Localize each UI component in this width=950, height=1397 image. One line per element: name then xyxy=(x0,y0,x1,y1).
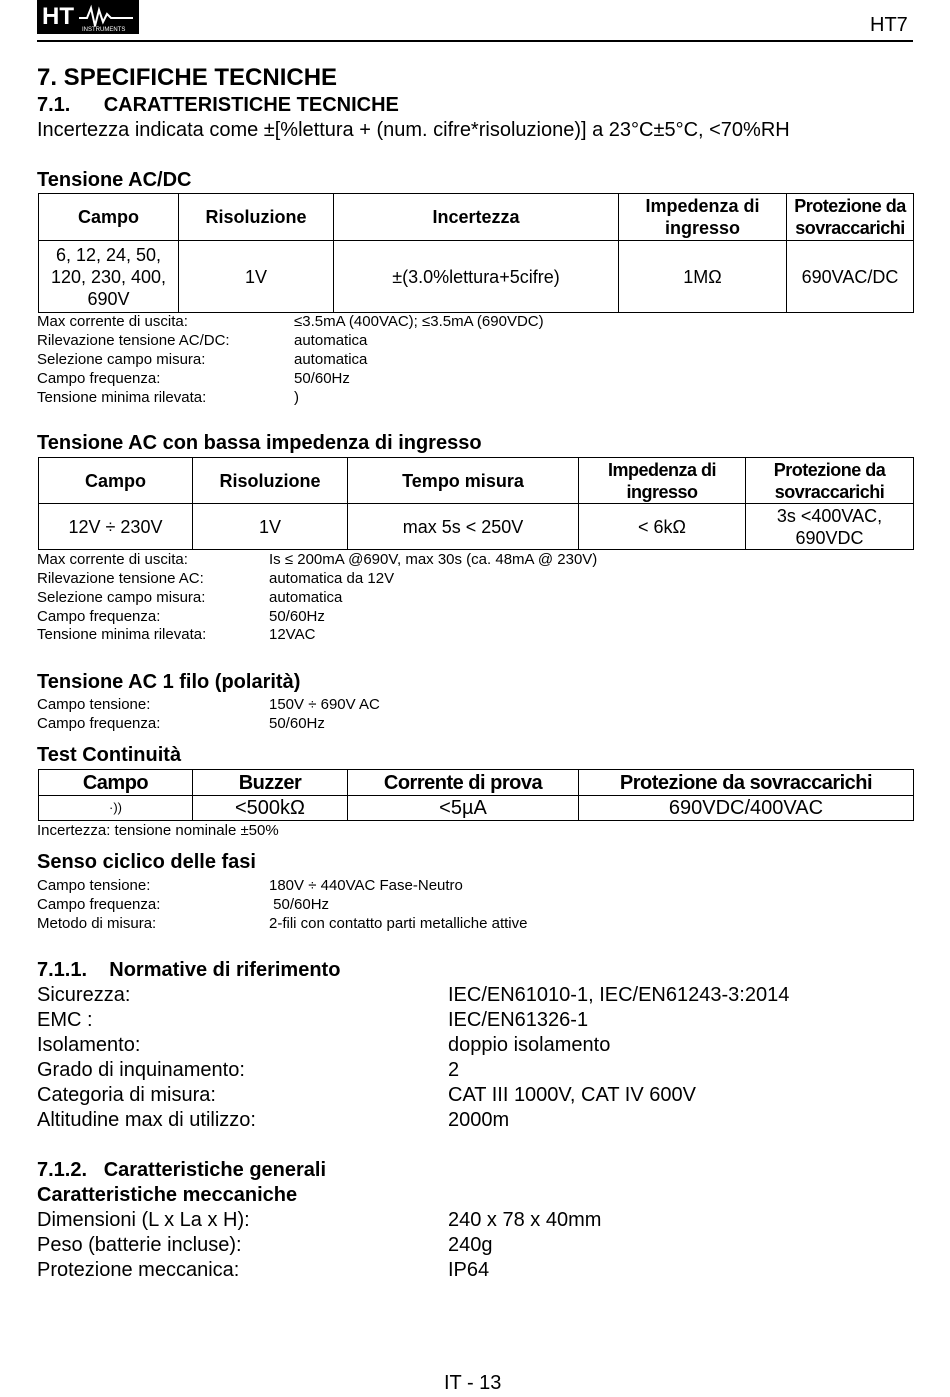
norm-value: 2000m xyxy=(448,1109,510,1131)
continuity-cell-corrente: <5µA xyxy=(348,796,579,821)
note-value: ≤3.5mA (400VAC); ≤3.5mA (690VDC) xyxy=(294,313,544,330)
note-label: Campo tensione: xyxy=(37,877,151,894)
logo-text: HT xyxy=(42,3,74,30)
continuity-header-buzzer: Buzzer xyxy=(193,770,348,796)
ac-single-heading: Tensione AC 1 filo (polarità) xyxy=(37,671,301,693)
note-value: 150V ÷ 690V AC xyxy=(269,696,380,713)
ac-low-cell-risoluzione: 1V xyxy=(193,504,348,550)
ac-low-cell-impedenza: < 6kΩ xyxy=(579,504,746,550)
norm-value: IEC/EN61326-1 xyxy=(448,1009,589,1031)
acdc-heading: Tensione AC/DC xyxy=(37,169,192,191)
page-title: 7. SPECIFICHE TECNICHE xyxy=(37,64,338,91)
note-label: Selezione campo misura: xyxy=(37,589,206,606)
accuracy-note: Incertezza indicata come ±[%lettura + (num. cifre*risoluzione)] a 23°C±5°C, <70%RH xyxy=(37,119,790,141)
note-value: Is ≤ 200mA @690V, max 30s (ca. 48mA @ 230V) xyxy=(269,551,598,568)
phase-heading: Senso ciclico delle fasi xyxy=(37,851,256,873)
note-value: automatica xyxy=(294,332,368,349)
note-label: Campo frequenza: xyxy=(37,715,161,732)
header-rule xyxy=(37,40,913,42)
norm-label: Isolamento: xyxy=(37,1034,141,1056)
general-label: Dimensioni (L x La x H): xyxy=(37,1209,250,1231)
general-value: 240g xyxy=(448,1234,493,1256)
note-label: Campo frequenza: xyxy=(37,370,161,387)
norm-value: CAT III 1000V, CAT IV 600V xyxy=(448,1084,696,1106)
continuity-header-protezione: Protezione da sovraccarichi xyxy=(579,770,914,796)
note-value: 180V ÷ 440VAC Fase-Neutro xyxy=(269,877,463,894)
ac-low-cell-campo: 12V ÷ 230V xyxy=(39,504,193,550)
note-label: Max corrente di uscita: xyxy=(37,313,188,330)
note-label: Campo tensione: xyxy=(37,696,151,713)
norm-label: Categoria di misura: xyxy=(37,1084,216,1106)
continuity-cell-protezione: 690VDC/400VAC xyxy=(579,796,914,821)
ac-low-heading: Tensione AC con bassa impedenza di ingresso xyxy=(37,432,482,454)
continuity-table xyxy=(38,769,914,821)
continuity-header-campo: Campo xyxy=(39,770,193,796)
note-value: 50/60Hz xyxy=(269,896,330,913)
norm-label: EMC : xyxy=(37,1009,93,1031)
general-subheading: Caratteristiche meccaniche xyxy=(37,1184,298,1206)
note-label: Tensione minima rilevata: xyxy=(37,389,207,406)
norm-label: Altitudine max di utilizzo: xyxy=(37,1109,256,1131)
general-value: 240 x 78 x 40mm xyxy=(448,1209,602,1231)
general-label: Protezione meccanica: xyxy=(37,1259,240,1281)
note-label: Metodo di misura: xyxy=(37,915,157,932)
acdc-cell-risoluzione: 1V xyxy=(179,241,334,313)
note-label: Rilevazione tensione AC: xyxy=(37,570,204,587)
note-label: Campo frequenza: xyxy=(37,608,161,625)
acdc-header-risoluzione: Risoluzione xyxy=(179,194,334,241)
general-heading: 7.1.2. Caratteristiche generali xyxy=(37,1159,327,1181)
ac-low-header-impedenza: Impedenza di ingresso xyxy=(579,458,746,504)
acdc-header-campo: Campo xyxy=(39,194,179,241)
acdc-header-protezione: Protezione da sovraccarichi xyxy=(787,194,914,241)
ac-low-header-risoluzione: Risoluzione xyxy=(193,458,348,504)
ac-low-cell-tempo: max 5s < 250V xyxy=(348,504,579,550)
note-value: 50/60Hz xyxy=(294,370,350,387)
note-label: Selezione campo misura: xyxy=(37,351,206,368)
note-value: 12VAC xyxy=(269,626,316,643)
section-title: 7.1. CARATTERISTICHE TECNICHE xyxy=(37,94,399,116)
norm-label: Grado di inquinamento: xyxy=(37,1059,245,1081)
ac-low-table xyxy=(38,457,914,550)
page-number: IT - 13 xyxy=(444,1372,502,1394)
note-value: 50/60Hz xyxy=(269,715,325,732)
ac-low-header-tempo: Tempo misura xyxy=(348,458,579,504)
continuity-cell-buzzer: <500kΩ xyxy=(193,796,348,821)
acdc-header-incertezza: Incertezza xyxy=(334,194,619,241)
acdc-header-impedenza: Impedenza di ingresso xyxy=(619,194,787,241)
note-value: 2-fili con contatto parti metalliche attive xyxy=(269,915,528,932)
acdc-cell-incertezza: ±(3.0%lettura+5cifre) xyxy=(334,241,619,313)
logo-subtext: INSTRUMENTS xyxy=(82,27,126,33)
acdc-cell-campo: 6, 12, 24, 50, 120, 230, 400, 690V xyxy=(39,241,179,313)
ac-low-header-protezione: Protezione da sovraccarichi xyxy=(746,458,914,504)
note-label: Rilevazione tensione AC/DC: xyxy=(37,332,230,349)
buzzer-icon: ·)) xyxy=(39,796,193,821)
continuity-note: Incertezza: tensione nominale ±50% xyxy=(37,822,279,839)
norms-heading: 7.1.1. Normative di riferimento xyxy=(37,959,341,981)
note-label: Campo frequenza: xyxy=(37,896,161,913)
note-value: automatica xyxy=(294,351,368,368)
general-value: IP64 xyxy=(448,1259,490,1281)
continuity-header-corrente: Corrente di prova xyxy=(348,770,579,796)
note-label: Max corrente di uscita: xyxy=(37,551,188,568)
acdc-table xyxy=(38,193,914,313)
note-label: Tensione minima rilevata: xyxy=(37,626,207,643)
note-value: 50/60Hz xyxy=(269,608,325,625)
model-label: HT7 xyxy=(870,14,908,36)
acdc-cell-protezione: 690VAC/DC xyxy=(787,241,914,313)
note-value: ) xyxy=(294,389,299,406)
ac-low-header-campo: Campo xyxy=(39,458,193,504)
general-label: Peso (batterie incluse): xyxy=(37,1234,242,1256)
norm-label: Sicurezza: xyxy=(37,984,131,1006)
acdc-cell-impedenza: 1MΩ xyxy=(619,241,787,313)
ac-low-cell-protezione: 3s <400VAC, 690VDC xyxy=(746,504,914,550)
norm-value: IEC/EN61010-1, IEC/EN61243-3:2014 xyxy=(448,984,790,1006)
continuity-heading: Test Continuità xyxy=(37,744,182,766)
ht-logo xyxy=(37,0,139,34)
note-value: automatica da 12V xyxy=(269,570,395,587)
note-value: automatica xyxy=(269,589,343,606)
norm-value: doppio isolamento xyxy=(448,1034,611,1056)
norm-value: 2 xyxy=(448,1059,460,1081)
